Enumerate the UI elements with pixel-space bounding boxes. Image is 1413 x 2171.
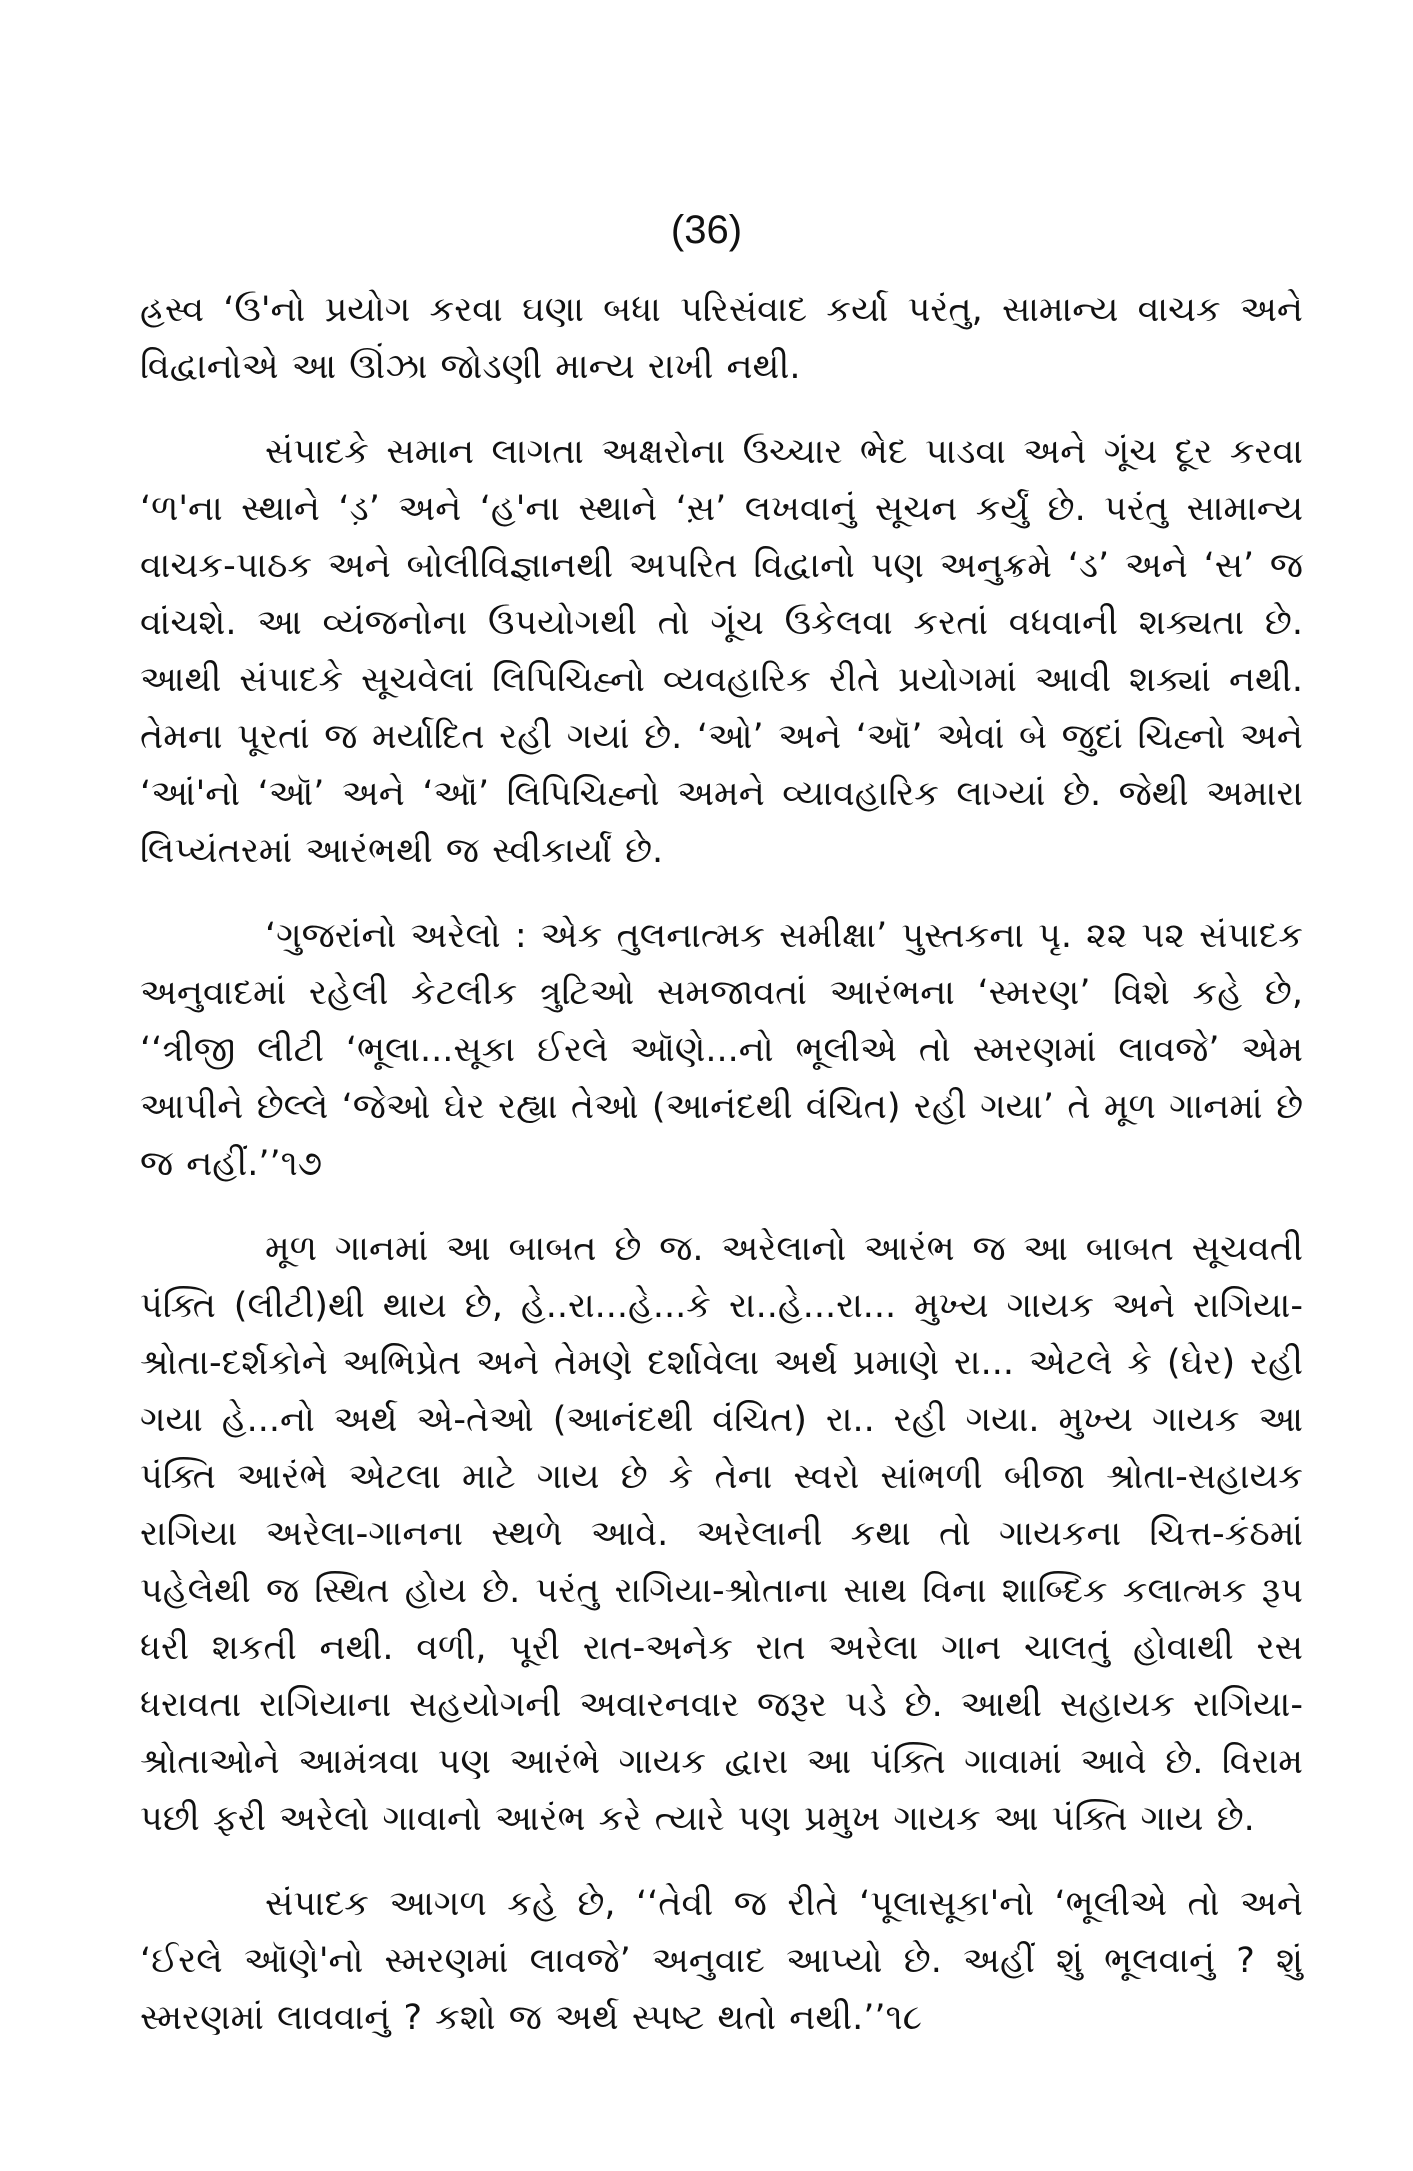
page-number: (36) <box>670 208 743 252</box>
paragraph-1: હ્રસ્વ ‘ઉ'નો પ્રયોગ કરવા ઘણા બધા પરિસંવાદ કર્યા પરંતુ, સામાન્ય વાચક અને વિદ્વાનોએ આ ઊંઝા જોડણી માન્ય રાખી નથી. <box>140 290 1303 387</box>
paragraph-3: ‘ગુજરાંનો અરેલો : એક તુલનાત્મક સમીક્ષા’ પુસ્તકના પૃ. ૨૨ ૫૨ સંપાદક અનુવાદમાં રહેલી કેટલીક ત્રુટિઓ સમજાવતાં આરંભના ‘સ્મરણ’ વિશે કહે છે, ‘‘ત્રીજી લીટી ‘ભૂલા...સૂકા ઈરલે ઑણે...નો ભૂલીએ તો સ્મરણમાં લાવજે’ એમ આપીને છેલ્લે ‘જેઓ ઘેર રહ્યા તેઓ (આનંદથી વંચિત) રહી ગયા’ તે મૂળ ગાનમાં છે જ નહીં.’’૧૭ <box>140 916 1303 1184</box>
paragraph-5: સંપાદક આગળ કહે છે, ‘‘તેવી જ રીતે ‘પૂલાસૂકા'નો ‘ભૂલીએ તો અને ‘ઈરલે ઑણે'નો સ્મરણમાં લાવજે’ અનુવાદ આપ્યો છે. અહીં શું ભૂલવાનું ? શું સ્મરણમાં લાવવાનું ? કશો જ અર્થ સ્પષ્ટ થતો નથી.’’૧૮ <box>140 1884 1303 2038</box>
paragraph-4: મૂળ ગાનમાં આ બાબત છે જ. અરેલાનો આરંભ જ આ બાબત સૂચવતી પંક્તિ (લીટી)થી થાય છે, હે..રા...હે...કે રા..હે...રા... મુખ્ય ગાયક અને રાગિયા-શ્રોતા-દર્શકોને અભિપ્રેત અને તેમણે દર્શાવેલા અર્થ પ્રમાણે રા... એટલે કે (ઘેર) રહી ગયા હે...નો અર્થ એ-તેઓ (આનંદથી વંચિત) રા.. રહી ગયા. મુખ્ય ગાયક આ પંક્તિ આરંભે એટલા માટે ગાય છે કે તેના સ્વરો સાંભળી બીજા શ્રોતા-સહાયક રાગિયા અરેલા-ગાનના સ્થળે આવે. અરેલાની કથા તો ગાયકના ચિત્ત-કંઠમાં પહેલેથી જ સ્થિત હોય છે. પરંતુ રાગિયા-શ્રોતાના સાથ વિના શાબ્દિક કલાત્મક રૂપ ધરી શકતી નથી. વળી, પૂરી રાત-અનેક રાત અરેલા ગાન ચાલતું હોવાથી રસ ધરાવતા રાગિયાના સહયોગની અવારનવાર જરૂર પડે છે. આથી સહાયક રાગિયા-શ્રોતાઓને આમંત્રવા પણ આરંભે ગાયક દ્વારા આ પંક્તિ ગાવામાં આવે છે. વિરામ પછી ફરી અરેલો ગાવાનો આરંભ કરે ત્યારે પણ પ્રમુખ ગાયક આ પંક્તિ ગાય છે. <box>140 1229 1303 1839</box>
paragraph-2: સંપાદકે સમાન લાગતા અક્ષરોના ઉચ્ચાર ભેદ પાડવા અને ગૂંચ દૂર કરવા ‘ળ'ના સ્થાને ‘ડ઼’ અને ‘હ'ના સ્થાને ‘સ઼’ લખવાનું સૂચન કર્યું છે. પરંતુ સામાન્ય વાચક-પાઠક અને બોલીવિજ્ઞાનથી અપરિત વિદ્વાનો પણ અનુક્રમે ‘ડ’ અને ‘સ’ જ વાંચશે. આ વ્યંજનોના ઉપયોગથી તો ગૂંચ ઉકેલવા કરતાં વધવાની શક્યતા છે. આથી સંપાદકે સૂચવેલાં લિપિચિહ્નો વ્યવહારિક રીતે પ્રયોગમાં આવી શક્યાં નથી. તેમના પૂરતાં જ મર્યાદિત રહી ગયાં છે. ‘ઓ’ અને ‘ઑ’ એવાં બે જુદાં ચિહ્નો અને ‘આં'નો ‘ઑ’ અને ‘ઑ’ લિપિચિહ્નો અમને વ્યાવહારિક લાગ્યાં છે. જેથી અમારા લિપ્યંતરમાં આરંભથી જ સ્વીકાર્યાં છે. <box>140 432 1303 871</box>
